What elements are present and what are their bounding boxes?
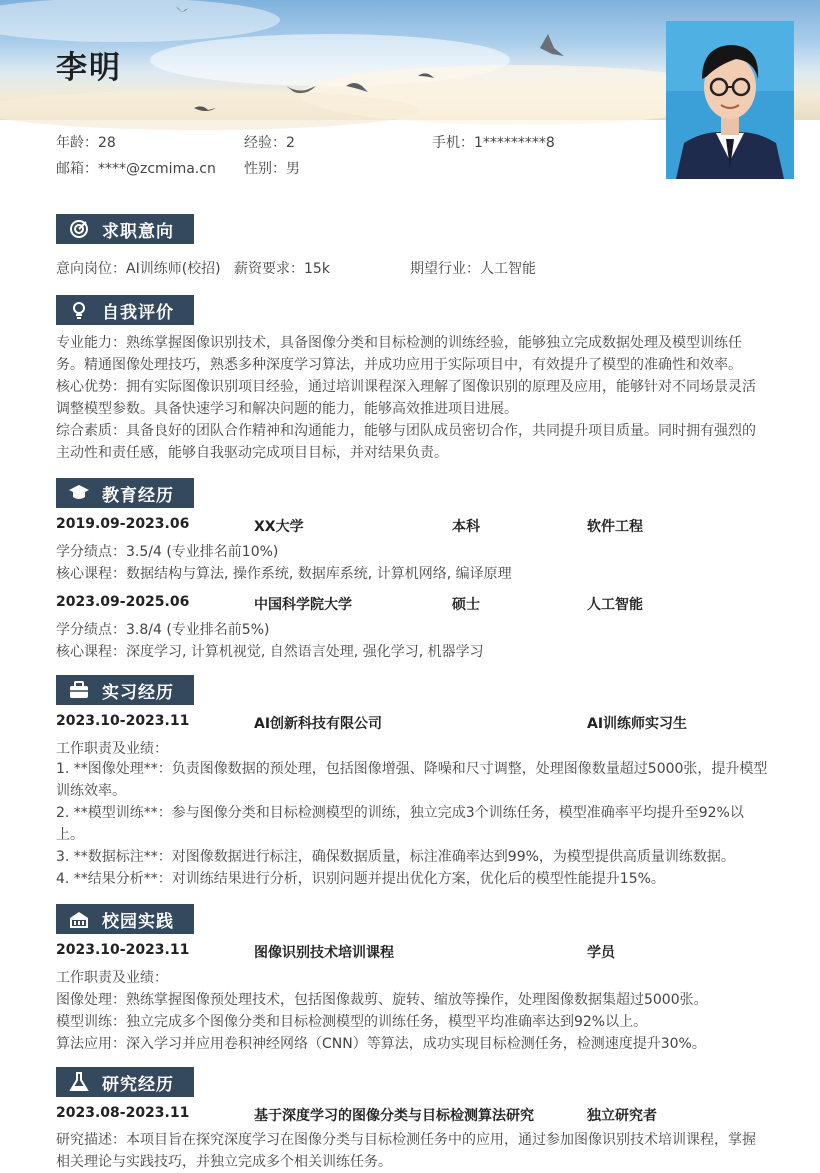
campus-duty-label: 工作职责及业绩： [56, 970, 168, 986]
edu-degree: 本科 [452, 519, 480, 535]
intern-duty-item: 2. **模型训练**：参与图像分类和目标检测模型的训练，独立完成3个训练任务，模型准确率平均提升至92%以上。 [56, 805, 744, 843]
edu-major: 人工智能 [587, 597, 643, 613]
graduation-cap-icon [56, 483, 102, 503]
info-email: 邮箱：****@zcmima.cn [56, 161, 216, 177]
intent-salary: 薪资要求：15k [234, 261, 330, 277]
info-phone: 手机：1*********8 [432, 135, 555, 151]
research-project: 基于深度学习的图像分类与目标检测算法研究 [254, 1108, 534, 1124]
self-eval-paragraph: 综合素质：具备良好的团队合作精神和沟通能力，能够与团队成员密切合作，共同提升项目质量。同时拥有强烈的主动性和责任感，能够自我驱动完成项目目标，并对结果负责。 [56, 423, 756, 461]
profile-photo [666, 21, 794, 179]
campus-row [56, 942, 768, 964]
edu-school: XX大学 [254, 519, 304, 535]
intern-date: 2023.10-2023.11 [56, 713, 190, 729]
intent-industry: 期望行业：人工智能 [410, 261, 536, 277]
edu-courses: 核心课程：数据结构与算法, 操作系统, 数据库系统, 计算机网络, 编译原理 [56, 566, 512, 582]
intern-company: AI创新科技有限公司 [254, 716, 383, 732]
research-role: 独立研究者 [587, 1108, 657, 1124]
info-age: 年龄：28 [56, 135, 116, 151]
self-eval-paragraph: 专业能力：熟练掌握图像识别技术，具备图像分类和目标检测的训练经验，能够独立完成数据处理及模型训练任务。精通图像处理技巧，熟悉多种深度学习算法，并成功应用于实际项目中，有效提升了模型的准确性和效率。 [56, 335, 742, 373]
info-experience: 经验：2 [244, 135, 295, 151]
self-eval-paragraph: 核心优势：拥有实际图像识别项目经验，通过培训课程深入理解了图像识别的原理及应用，能够针对不同场景灵活调整模型参数。具备快速学习和解决问题的能力，能够高效推进项目进展。 [56, 379, 756, 417]
section-title: 教育经历 [102, 485, 174, 506]
section-header-research [56, 1067, 194, 1097]
research-description: 研究描述：本项目旨在探究深度学习在图像分类与目标检测任务中的应用，通过参加图像识别技术培训课程，掌握相关理论与实践技巧，并独立完成多个相关训练任务。 [56, 1132, 756, 1170]
edu-school: 中国科学院大学 [254, 597, 352, 613]
flask-icon [56, 1072, 102, 1092]
intern-duty-item: 3. **数据标注**：对图像数据进行标注，确保数据质量，标注准确率达到99%，为模型提供高质量训练数据。 [56, 849, 735, 865]
edu-gpa: 学分绩点：3.8/4 (专业排名前5%) [56, 622, 270, 638]
building-icon [56, 910, 102, 928]
intern-duty-label: 工作职责及业绩： [56, 741, 168, 757]
campus-date: 2023.10-2023.11 [56, 942, 190, 958]
intent-position: 意向岗位：AI训练师(校招) [56, 261, 221, 277]
campus-org: 图像识别技术培训课程 [254, 945, 394, 961]
edu-date: 2019.09-2023.06 [56, 516, 190, 532]
education-row [56, 594, 768, 616]
section-title: 求职意向 [102, 221, 174, 242]
edu-date: 2023.09-2025.06 [56, 594, 190, 610]
campus-duty-item: 图像处理：熟练掌握图像预处理技术，包括图像裁剪、旋转、缩放等操作，处理图像数据集超过5000张。 [56, 992, 708, 1008]
edu-major: 软件工程 [587, 519, 643, 535]
edu-courses: 核心课程：深度学习, 计算机视觉, 自然语言处理, 强化学习, 机器学习 [56, 644, 484, 660]
campus-duty-item: 模型训练：独立完成多个图像分类和目标检测模型的训练任务，模型平均准确率达到92%以上。 [56, 1014, 648, 1030]
campus-duty-item: 算法应用：深入学习并应用卷积神经网络（CNN）等算法，成功实现目标检测任务，检测速度提升30%。 [56, 1036, 706, 1052]
campus-role: 学员 [587, 945, 615, 961]
lightbulb-icon [56, 300, 102, 320]
candidate-name: 李明 [56, 50, 122, 86]
section-header-campus [56, 904, 194, 934]
target-icon [56, 219, 102, 239]
edu-degree: 硕士 [452, 597, 480, 613]
section-title: 自我评价 [102, 302, 174, 323]
section-header-intent [56, 214, 194, 244]
briefcase-icon [56, 681, 102, 699]
section-header-internship [56, 675, 194, 705]
research-date: 2023.08-2023.11 [56, 1105, 190, 1121]
intern-role: AI训练师实习生 [587, 716, 688, 732]
intern-duty-item: 1. **图像处理**：负责图像数据的预处理，包括图像增强、降噪和尺寸调整，处理图像数量超过5000张，提升模型训练效率。 [56, 761, 768, 799]
section-header-self [56, 295, 194, 325]
education-row [56, 516, 768, 538]
research-row [56, 1105, 768, 1127]
internship-row [56, 713, 768, 735]
edu-gpa: 学分绩点：3.5/4 (专业排名前10%) [56, 544, 279, 560]
info-gender: 性别：男 [244, 161, 300, 177]
section-header-education [56, 478, 194, 508]
section-title: 实习经历 [102, 682, 174, 703]
intern-duty-item: 4. **结果分析**：对训练结果进行分析，识别问题并提出优化方案，优化后的模型性能提升15%。 [56, 871, 665, 887]
section-title: 研究经历 [102, 1074, 174, 1095]
section-title: 校园实践 [102, 911, 174, 932]
